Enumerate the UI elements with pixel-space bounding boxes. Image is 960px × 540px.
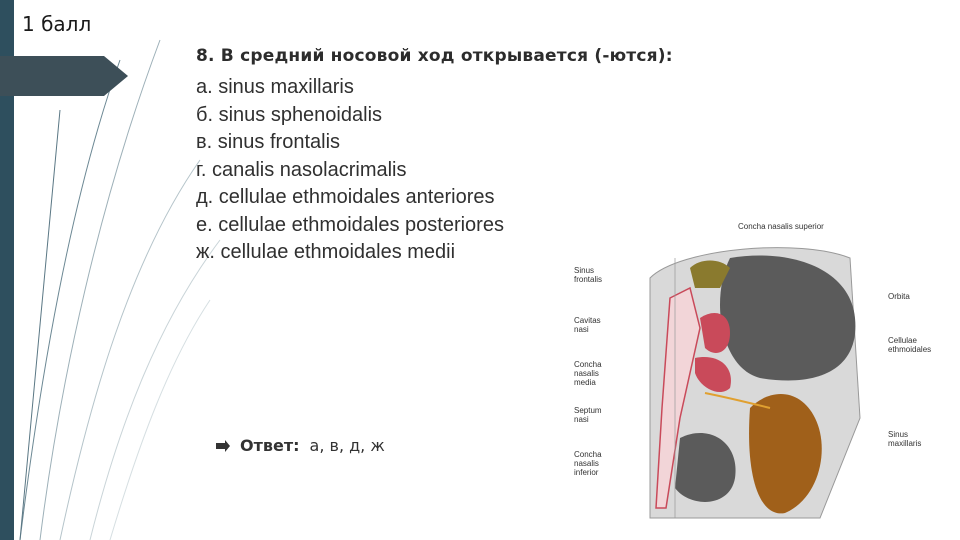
answer-value: а, в, д, ж xyxy=(309,436,385,455)
option-g: г. canalis nasolacrimalis xyxy=(196,158,407,181)
option-list xyxy=(196,74,504,267)
option-v: в. sinus frontalis xyxy=(196,131,341,153)
answer-row xyxy=(216,436,385,455)
score-label: 1 балл xyxy=(22,12,92,36)
label-sinus-maxillaris: Sinus maxillaris xyxy=(888,430,922,448)
label-orbita: Orbita xyxy=(888,292,910,301)
label-cellulae-ethmoidales: Cellulae ethmoidales xyxy=(888,336,932,354)
nasal-cavity-illustration xyxy=(570,218,948,526)
option-zh: ж. cellulae ethmoidales medii xyxy=(196,241,456,263)
arrow-bullet-icon xyxy=(216,440,230,452)
answer-label: Ответ: xyxy=(240,436,300,455)
option-b: б. sinus sphenoidalis xyxy=(196,103,383,126)
option-d: д. cellulae ethmoidales anteriores xyxy=(196,186,495,208)
label-septum-nasi: Septum nasi xyxy=(574,406,602,424)
anatomy-figure xyxy=(570,218,948,526)
label-cavitas-nasi: Cavitas nasi xyxy=(574,316,601,334)
question-text: 8. В средний носовой ход открывается (-ются): xyxy=(196,46,673,66)
label-concha-media: Concha nasalis media xyxy=(574,360,602,387)
label-concha-inferior: Concha nasalis inferior xyxy=(574,450,602,477)
slide-tab-arrow xyxy=(0,56,128,96)
option-a: а. sinus maxillaris xyxy=(196,76,354,98)
label-sinus-frontalis: Sinus frontalis xyxy=(574,266,603,284)
option-e: е. cellulae ethmoidales posteriores xyxy=(196,213,504,236)
label-concha-superior: Concha nasalis superior xyxy=(738,222,824,231)
